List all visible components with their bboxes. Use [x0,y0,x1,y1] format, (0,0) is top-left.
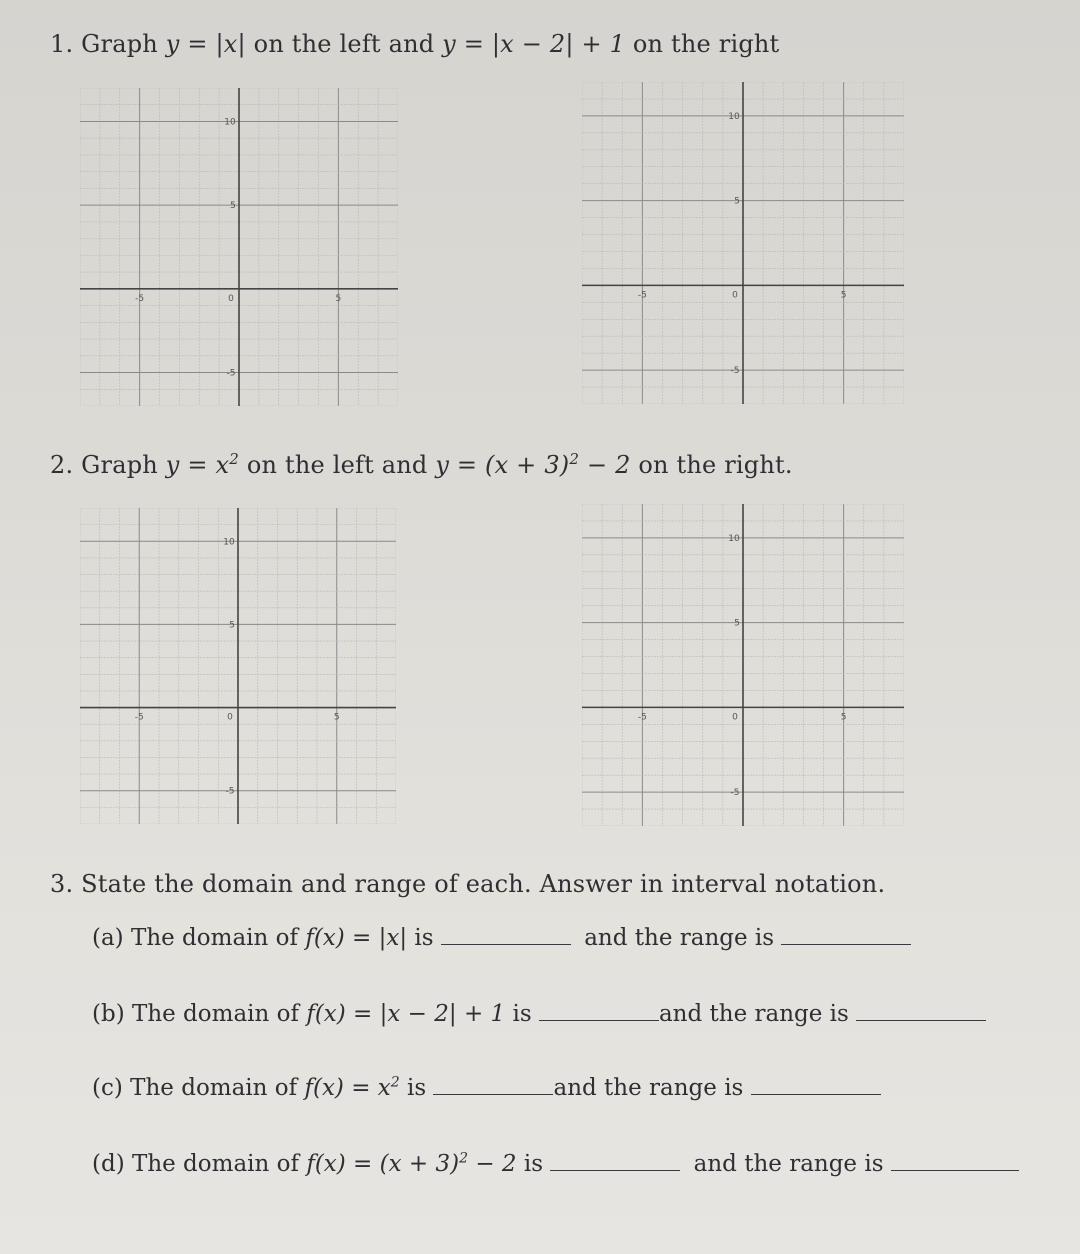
question-2 [50,450,793,479]
question-1 [50,30,779,58]
graph-1-right[interactable] [582,82,904,404]
tick-label-y-neg5: -5 [730,366,740,377]
question-1-eq-left: y = |x| [165,30,246,58]
question-2-text-c: on the right. [638,451,793,479]
tick-label-origin: 0 [732,290,738,301]
tick-label-y-10: 10 [224,117,236,128]
grid-2-right[interactable] [582,504,904,826]
tick-label-y-neg5: -5 [730,788,740,799]
tick-label-x-neg5: -5 [637,290,647,301]
tick-label-y-10: 10 [728,533,740,544]
tick-label-y-5: 5 [734,196,740,207]
tick-label-y-neg5: -5 [226,368,236,379]
tick-label-origin: 0 [227,712,233,723]
tick-label-x-neg5: -5 [135,293,145,304]
tick-label-y-5: 5 [734,618,740,629]
domain-blank-d[interactable] [550,1150,680,1171]
range-blank-c[interactable] [751,1074,881,1095]
graph-1-left[interactable] [80,88,398,406]
grid-1-left[interactable] [80,88,398,406]
tick-label-y-neg5: -5 [225,786,235,797]
tick-label-y-10: 10 [728,111,740,122]
tick-label-y-10: 10 [223,537,235,548]
domain-blank-a[interactable] [441,924,571,945]
tick-label-y-5: 5 [229,620,235,631]
question-2-eq-left: $y = x^2$ [165,450,239,479]
question-1-text-c: on the right [632,30,780,58]
tick-label-x-neg5: -5 [134,712,144,723]
domain-blank-b[interactable] [539,1000,659,1021]
graph-2-left[interactable] [80,508,396,824]
tick-label-x-5: 5 [333,712,340,723]
tick-label-y-5: 5 [230,201,236,212]
range-blank-a[interactable] [781,924,911,945]
question-3b: (b) The domain of f(x) = |x − 2| + 1 is and the range is [92,1000,986,1027]
question-2-eq-right: $y = (x + 3)^2 - 2$ [435,450,631,479]
question-1-text-a: Graph [81,30,158,58]
question-3d: (d) The domain of $f(x) = (x + 3)^2 - 2$ is and the range is [92,1150,1019,1177]
question-2-text-b: on the left and [246,451,428,479]
tick-label-x-neg5: -5 [637,712,647,723]
tick-label-origin: 0 [228,293,234,304]
question-2-text-a: Graph [81,451,158,479]
question-3a: (a) The domain of f(x) = |x| is and the range is [92,924,911,951]
graph-2-right[interactable] [582,504,904,826]
grid-1-right[interactable] [582,82,904,404]
tick-label-x-5: 5 [840,290,847,301]
question-1-eq-right: y = |x − 2| + 1 [442,30,626,58]
question-2-number: 2. [50,451,74,479]
range-blank-b[interactable] [856,1000,986,1021]
question-1-number: 1. [50,30,74,58]
domain-blank-c[interactable] [433,1074,553,1095]
question-3-number: 3. [50,870,74,898]
grid-2-left[interactable] [80,508,396,824]
range-blank-d[interactable] [891,1150,1019,1171]
question-3 [50,870,885,898]
tick-label-x-5: 5 [840,712,847,723]
question-3c: (c) The domain of $f(x) = x^2$ is and the range is [92,1074,881,1101]
question-3-text: State the domain and range of each. Answer in interval notation. [81,870,886,898]
question-1-text-b: on the left and [253,30,435,58]
tick-label-origin: 0 [732,712,738,723]
tick-label-x-5: 5 [335,293,342,304]
